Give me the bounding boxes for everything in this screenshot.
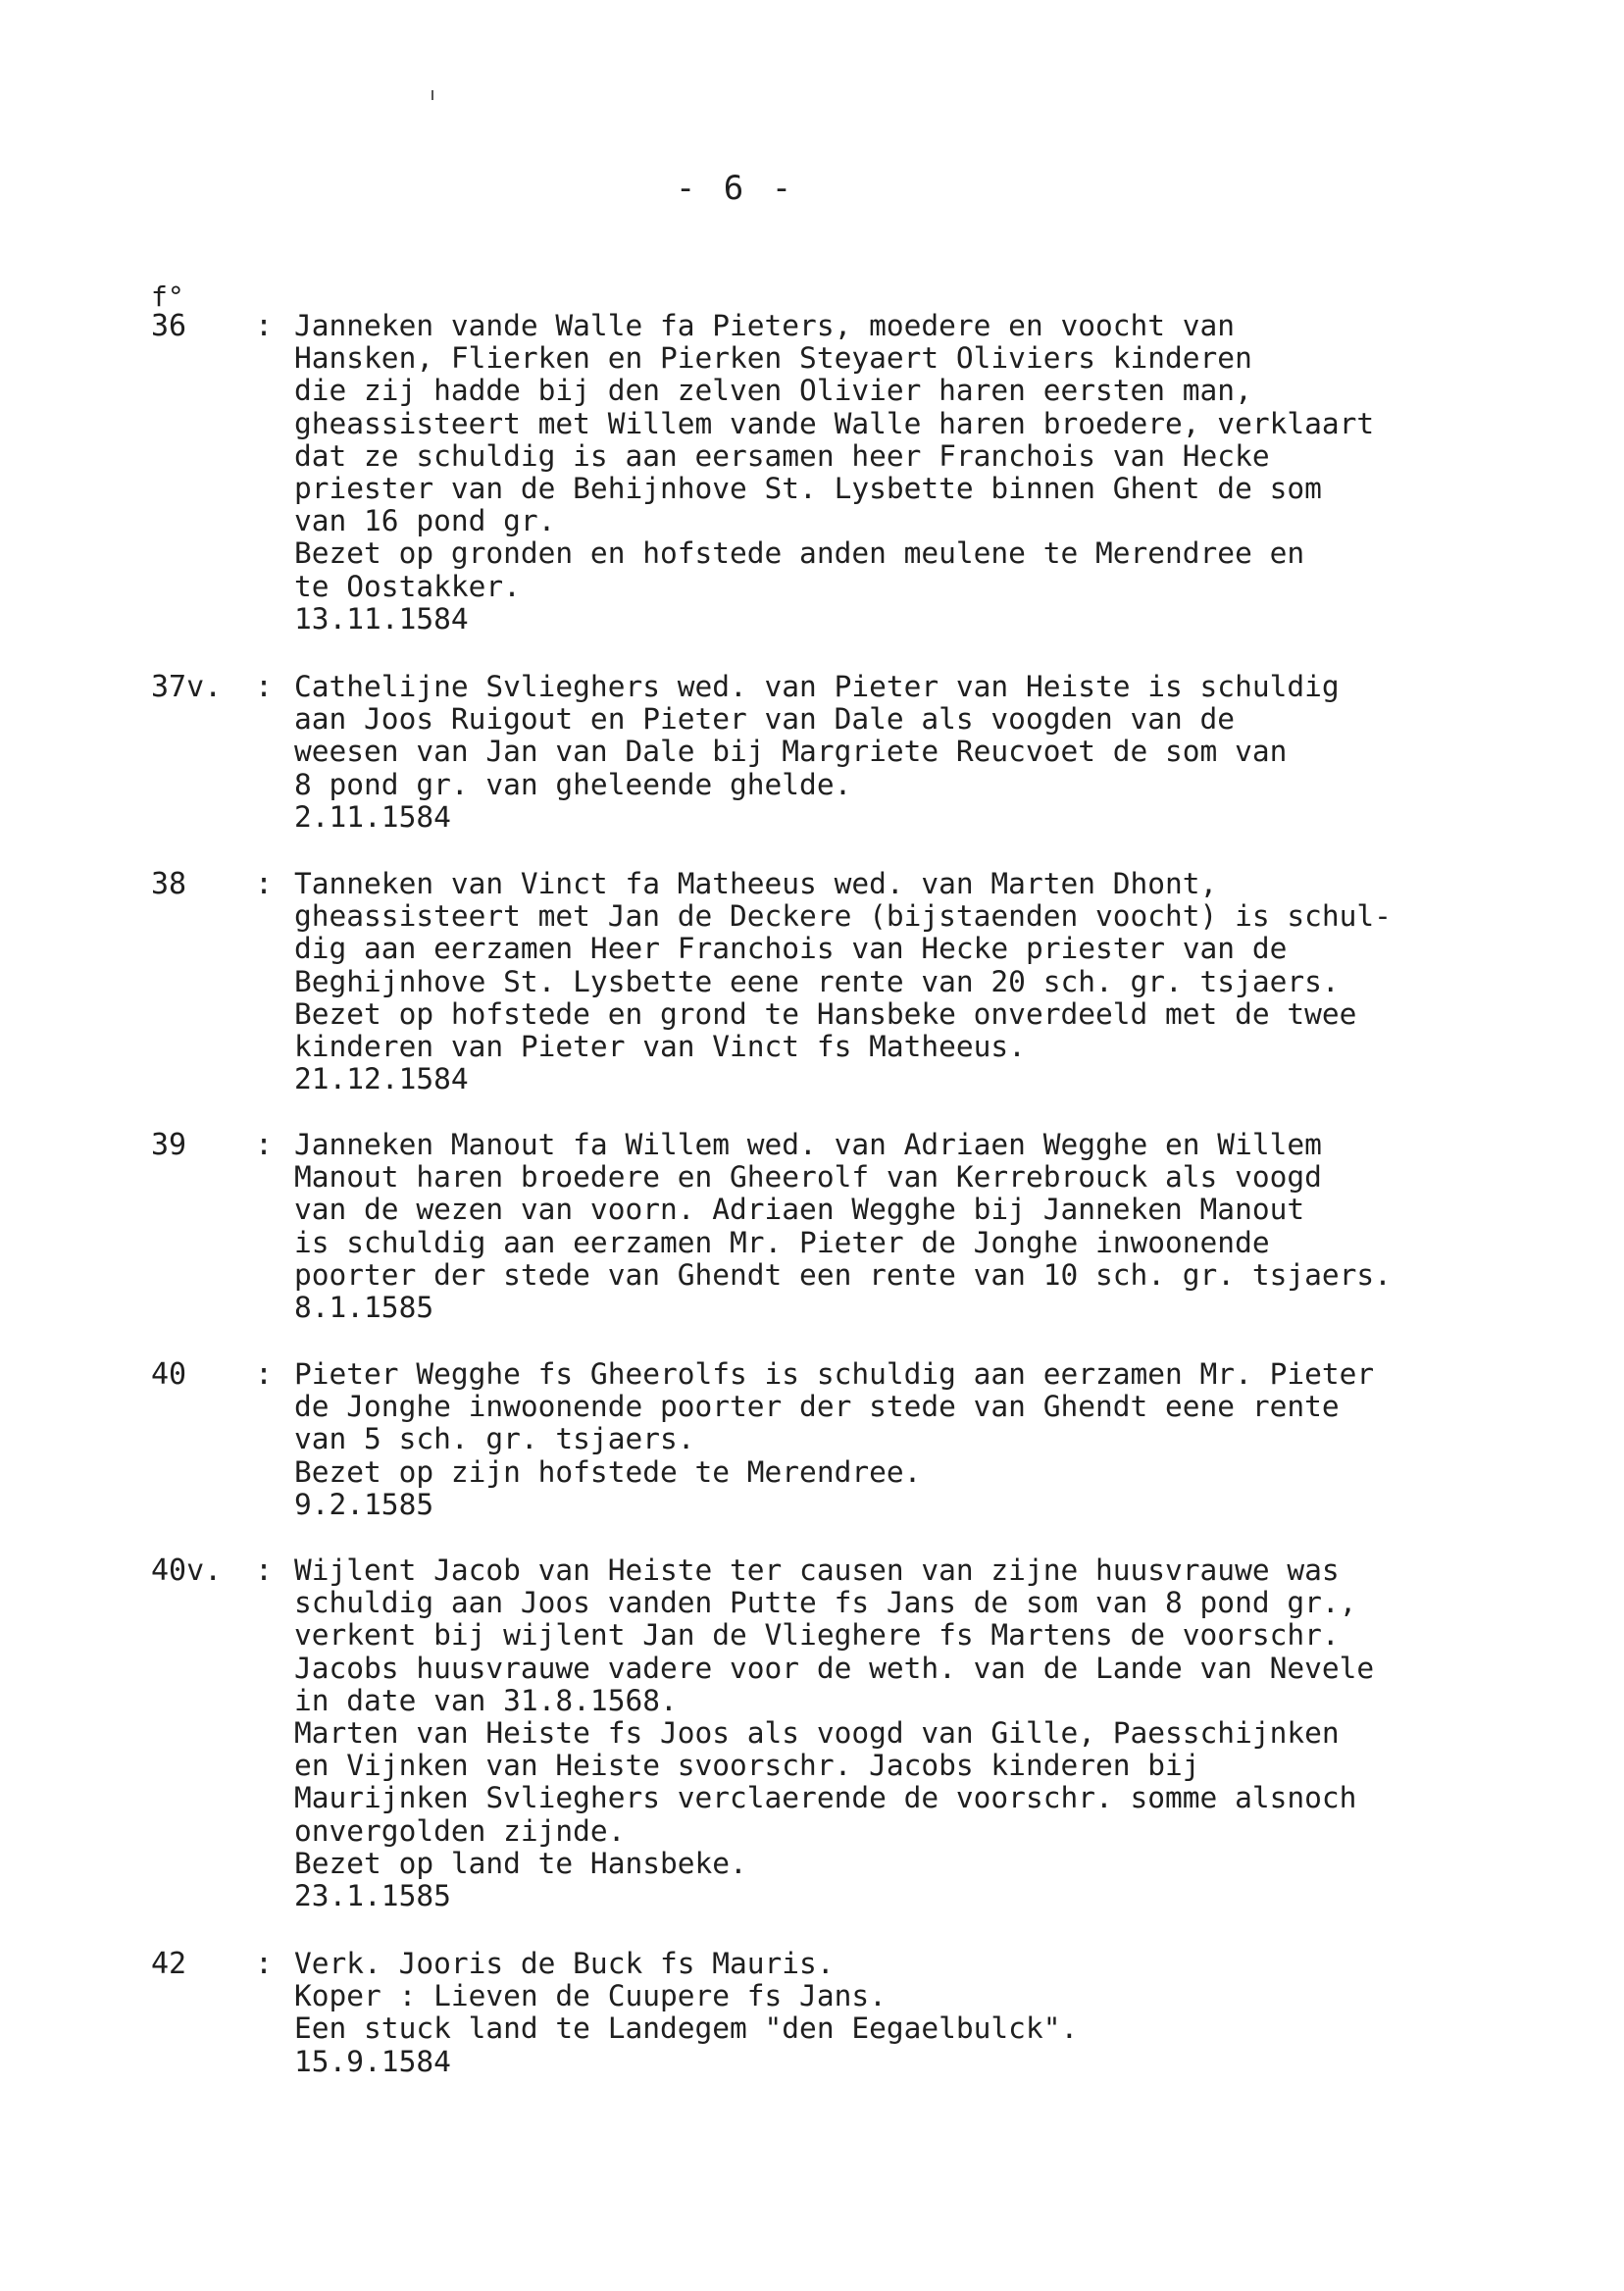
entry-line: Jacobs huusvrauwe vadere voor de weth. van de Lande van Nevele [294, 1651, 1375, 1685]
entry-line: van 16 pond gr. [294, 504, 556, 538]
folio-number: 39 [151, 1128, 187, 1162]
folio-header: f° [151, 280, 184, 313]
folio-separator: : [255, 670, 274, 704]
entry-line: is schuldig aan eerzamen Mr. Pieter de Jonghe inwoonende [294, 1225, 1270, 1259]
folio-separator: : [255, 867, 274, 901]
entry-text [294, 671, 1340, 834]
entry-line: dig aan eerzamen Heer Franchois van Hecke priester van de [294, 932, 1288, 966]
entry-line: Maurijnken Svlieghers verclaerende de voorschr. somme alsnoch [294, 1781, 1357, 1815]
folio-number: 38 [151, 867, 187, 901]
entry-line: Pieter Wegghe fs Gheerolfs is schuldig aan eerzamen Mr. Pieter [294, 1357, 1375, 1391]
entry-line: Cathelijne Svlieghers wed. van Pieter van Heiste is schuldig [294, 670, 1340, 703]
entry-line: 15.9.1584 [294, 2044, 451, 2078]
entry-text [294, 1948, 1078, 2078]
entry-line: de Jonghe inwoonende poorter der stede van Ghendt eene rente [294, 1390, 1340, 1424]
entry-line: schuldig aan Joos vanden Putte fs Jans de som van 8 pond gr., [294, 1586, 1357, 1620]
entry-line: Marten van Heiste fs Joos als voogd van Gille, Paesschijnken [294, 1715, 1340, 1750]
entry-line: onvergolden zijnde. [294, 1813, 626, 1848]
entry-line: weesen van Jan van Dale bij Margriete Reucvoet de som van [294, 735, 1288, 769]
folio-number: 37v. [151, 670, 223, 704]
entry-line: Tanneken van Vinct fa Matheeus wed. van Marten Dhont, [294, 867, 1218, 900]
entry-line: Verk. Jooris de Buck fs Mauris. [294, 1947, 835, 1980]
entry-line: dat ze schuldig is aan eersamen heer Franchois van Hecke [294, 438, 1270, 473]
entry-line: Manout haren broedere en Gheerolf van Kerrebrouck als voogd [294, 1160, 1322, 1195]
entry-line: priester van de Behijnhove St. Lysbette binnen Ghent de som [294, 471, 1322, 505]
entry-line: van de wezen van voorn. Adriaen Wegghe bij Janneken Manout [294, 1193, 1305, 1227]
entry-line: Janneken Manout fa Willem wed. van Adriaen Wegghe en Willem [294, 1128, 1322, 1161]
entry-text [294, 1358, 1374, 1521]
entry-line: 13.11.1584 [294, 601, 469, 636]
entry-line: van 5 sch. gr. tsjaers. [294, 1422, 695, 1456]
entry-line: Bezet op gronden en hofstede anden meulene te Merendree en [294, 536, 1305, 571]
entry-line: 9.2.1585 [294, 1487, 434, 1521]
entry-line: 2.11.1584 [294, 799, 451, 834]
entry-line: verkent bij wijlent Jan de Vlieghere fs Martens de voorschr. [294, 1618, 1340, 1653]
page-number: - 6 - [675, 169, 796, 208]
folio-separator: : [255, 1357, 274, 1392]
folio-separator: : [255, 1553, 274, 1588]
entry-line: die zij hadde bij den zelven Olivier haren eersten man, [294, 374, 1252, 408]
entry-line: Bezet op land te Hansbeke. [294, 1846, 747, 1880]
folio-separator: : [255, 1128, 274, 1162]
entry-line: aan Joos Ruigout en Pieter van Dale als voogden van de [294, 702, 1236, 737]
entry-line: poorter der stede van Ghendt een rente van 10 sch. gr. tsjaers. [294, 1257, 1392, 1292]
folio-separator: : [255, 309, 274, 343]
folio-number: 36 [151, 309, 187, 343]
entry-text [294, 1554, 1374, 1912]
entry-line: Janneken vande Walle fa Pieters, moedere en voocht van [294, 309, 1236, 342]
entry-line: 23.1.1585 [294, 1878, 451, 1912]
entry-text [294, 310, 1374, 636]
entry-line: Een stuck land te Landegem "den Eegaelbulck". [294, 2011, 1079, 2046]
entry-line: in date van 31.8.1568. [294, 1683, 678, 1717]
entry-line: Bezet op zijn hofstede te Merendree. [294, 1454, 922, 1489]
folio-number: 42 [151, 1947, 187, 1981]
entry-text [294, 868, 1392, 1095]
entry-line: gheassisteert met Jan de Deckere (bijstaenden voocht) is schul- [294, 899, 1392, 934]
folio-number: 40v. [151, 1553, 223, 1588]
entry-line: kinderen van Pieter van Vinct fs Matheeus. [294, 1029, 1026, 1063]
entry-line: te Oostakker. [294, 569, 521, 603]
entry-line: en Vijnken van Heiste svoorschr. Jacobs kinderen bij [294, 1749, 1200, 1783]
entry-line: 8 pond gr. van gheleende ghelde. [294, 767, 852, 801]
folio-separator: : [255, 1947, 274, 1981]
folio-number: 40 [151, 1357, 187, 1392]
stray-mark [431, 90, 433, 100]
entry-line: Koper : Lieven de Cuupere fs Jans. [294, 1979, 887, 2013]
entry-line: 21.12.1584 [294, 1062, 469, 1096]
entry-line: Hansken, Flierken en Pierken Steyaert Oliviers kinderen [294, 341, 1252, 376]
entry-line: 8.1.1585 [294, 1290, 434, 1324]
entry-line: Beghijnhove St. Lysbette eene rente van 20 sch. gr. tsjaers. [294, 964, 1340, 998]
entry-line: gheassisteert met Willem vande Walle haren broedere, verklaart [294, 406, 1375, 440]
entry-line: Wijlent Jacob van Heiste ter causen van zijne huusvrauwe was [294, 1553, 1340, 1587]
entry-line: Bezet op hofstede en grond te Hansbeke onverdeeld met de twee [294, 996, 1357, 1031]
entry-text [294, 1129, 1392, 1324]
